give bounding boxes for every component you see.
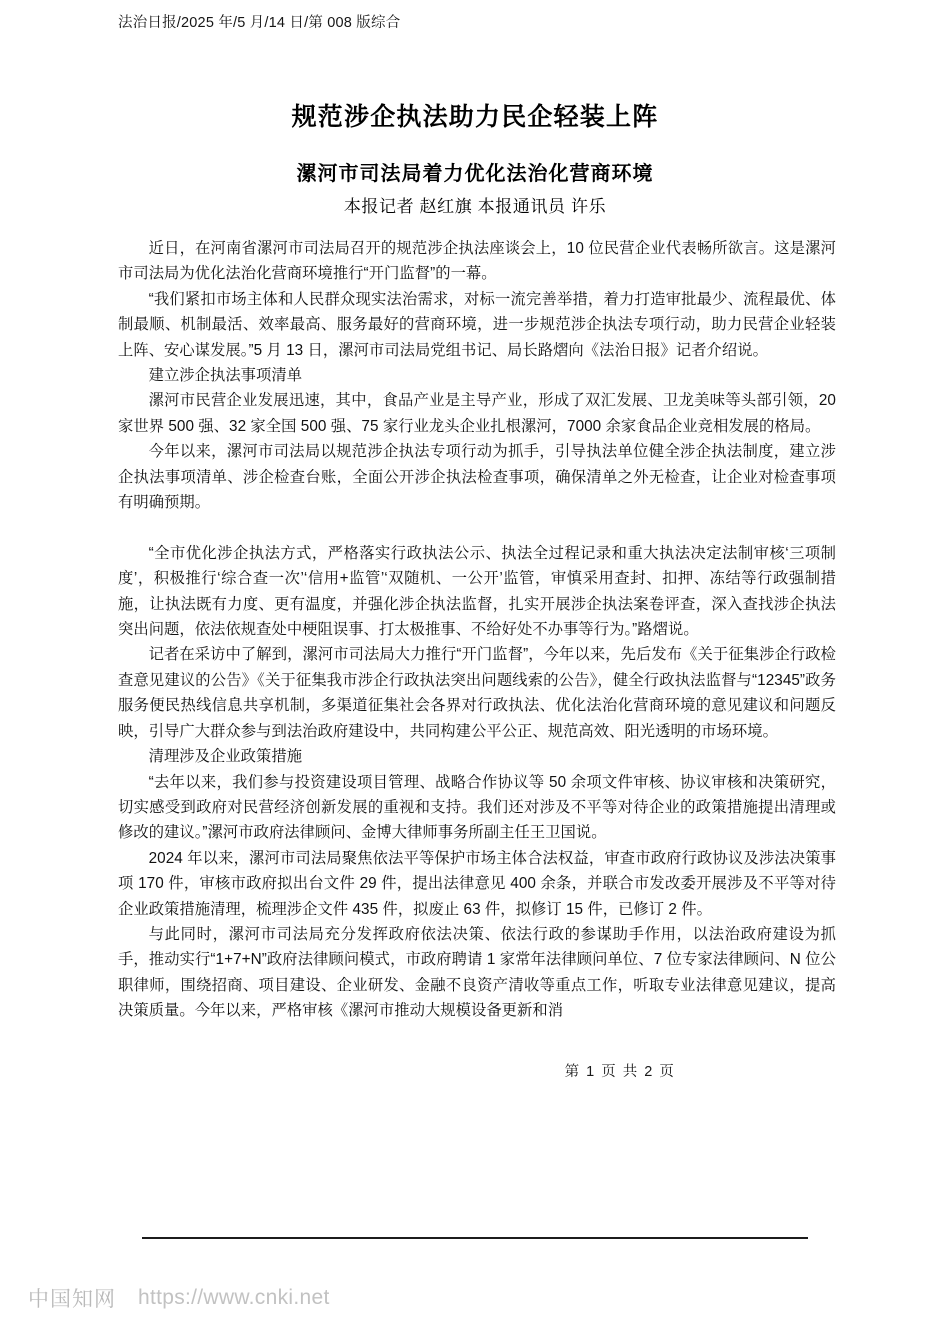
body-paragraph: 记者在采访中了解到，漯河市司法局大力推行“开门监督”，今年以来，先后发布《关于征集涉企行政检查意见建议的公告》《关于征集我市涉企行政执法突出问题线索的公告》，健全行政执法监督与“12345”政务服务便民热线信息共享机制，多渠道征集社会各界对行政执法、优化法治化营商环境的意见建议和问题反映，引导广大群众参与到法治政府建设中，共同构建公平公正、规范高效、阳光透明的市场环境。 [118,646,836,740]
page-number-footer: 第 1 页 共 2 页 [564,1064,676,1080]
publication-source-line: 法治日报/2025 年/5 月/14 日/第 008 版综合 [118,15,401,31]
section-subtitle: 建立涉企执法事项清单 [148,367,303,385]
article-subheadline: 漯河市司法局着力优化法治化营商环境 [296,162,654,185]
section-subtitle: 清理涉及企业政策措施 [148,748,303,766]
article-body [118,236,836,1024]
body-paragraph: “我们紧扣市场主体和人民群众现实法治需求，对标一流完善举措，着力打造审批最少、流程最优、体制最顺、机制最活、效率最高、服务最好的营商环境，进一步规范涉企执法专项行动，助力民营企业轻装上阵、安心谋发展。”5 月 13 日，漯河市司法局党组书记、局长路熠向《法治日报》记者介绍说。 [118,290,836,359]
body-paragraph: 与此同时，漯河市司法局充分发挥政府依法决策、依法行政的参谋助手作用，以法治政府建设为抓手，推动实行“1+7+N”政府法律顾问模式，市政府聘请 1 家常年法律顾问单位、7 位专家法律顾问、N 位公职律师，围绕招商、项目建设、企业研发、金融不良资产清收等重点工作，听取专业法律意见建议，提高决策质量。今年以来，严格审核《漯河市推动大规模设备更新和消 [118,925,836,1020]
body-paragraph: 近日，在河南省漯河市司法局召开的规范涉企执法座谈会上，10 位民营企业代表畅所欲言。这是漯河市司法局为优化法治化营商环境推行“开门监督”的一幕。 [118,240,836,283]
cnki-url-text: https://www.cnki.net [138,1286,330,1309]
article-headline: 规范涉企执法助力民企轻装上阵 [291,102,659,131]
body-paragraph: “去年以来，我们参与投资建设项目管理、战略合作协议等 50 余项文件审核、协议审核和决策研究，切实感受到政府对民营经济创新发展的重视和支持。我们还对涉及不平等对待企业的政策措施提出清理或修改的建议。”漯河市政府法律顾问、金博大律师事务所副主任王卫国说。 [118,773,836,842]
cnki-watermark [28,1283,330,1313]
article-byline: 本报记者 赵红旗 本报通讯员 许乐 [343,197,607,216]
footer-divider [142,1237,808,1239]
cnki-logo-text: 中国知网 [28,1288,116,1311]
body-paragraph: 今年以来，漯河市司法局以规范涉企执法专项行动为抓手，引导执法单位健全涉企执法制度，建立涉企执法事项清单、涉企检查台账，全面公开涉企执法检查事项，确保清单之外无检查，让企业对检查事项有明确预期。 [118,443,836,512]
body-paragraph: 漯河市民营企业发展迅速，其中，食品产业是主导产业，形成了双汇发展、卫龙美味等头部引领，20 家世界 500 强、32 家全国 500 强、75 家行业龙头企业扎根漯河，7000 余家食品企业竞相发展的格局。 [118,392,836,435]
body-paragraph: “全市优化涉企执法方式，严格落实行政执法公示、执法全过程记录和重大执法决定法制审核‘三项制度’，积极推行‘综合查一次’‘信用+监管’‘双随机、一公开’监管，审慎采用查封、扣押、冻结等行政强制措施，让执法既有力度、更有温度，并强化涉企执法监督，扎实开展涉企执法案卷评查，深入查找涉企执法突出问题，依法依规查处中梗阻误事、打太极推事、不给好处不办事等行为。”路熠说。 [118,544,836,639]
body-paragraph: 2024 年以来，漯河市司法局聚焦依法平等保护市场主体合法权益，审查市政府行政协议及涉法决策事项 170 件，审核市政府拟出台文件 29 件，提出法律意见 400 余条，并联合市发改委开展涉及不平等对待企业政策措施清理，梳理涉企文件 435 件，拟废止 63 件，拟修订 15 件，已修订 2 件。 [118,849,836,918]
